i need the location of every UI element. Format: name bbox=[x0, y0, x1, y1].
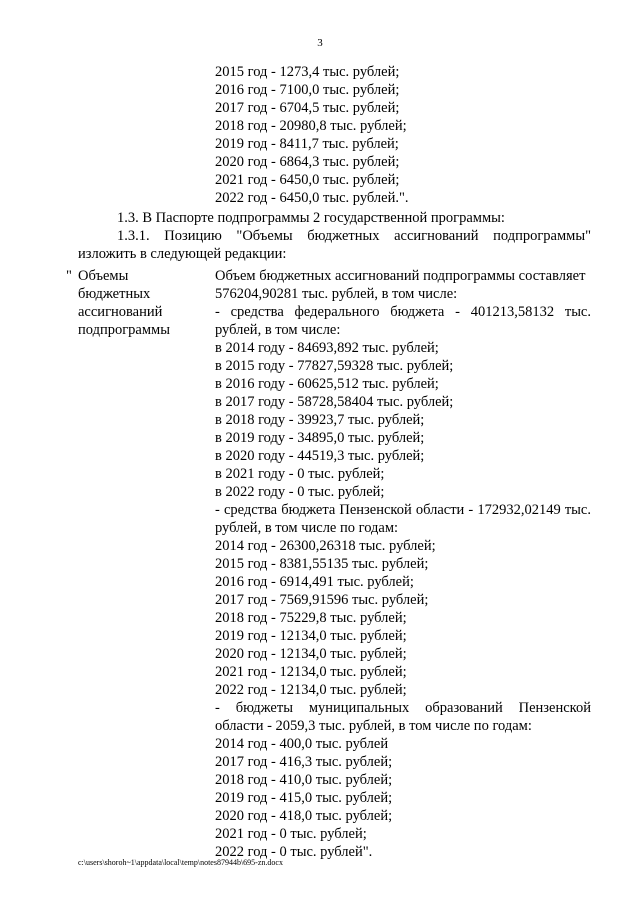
value-line: 2019 год - 12134,0 тыс. рублей; bbox=[215, 628, 407, 644]
value-line: - средства бюджета Пензенской области - 172932,02149 тыс. bbox=[215, 502, 591, 518]
value-line: рублей, в том числе: bbox=[215, 322, 341, 338]
list-item: 2022 год - 6450,0 тыс. рублей.". bbox=[215, 190, 409, 206]
value-line: 2014 год - 400,0 тыс. рублей bbox=[215, 736, 389, 752]
footer-file-path: c:\users\shoroh~1\appdata\local\temp\notes87944b\695-zn.docx bbox=[78, 858, 283, 867]
value-line: 2022 год - 0 тыс. рублей". bbox=[215, 844, 373, 860]
value-line: в 2022 году - 0 тыс. рублей; bbox=[215, 484, 385, 500]
value-line: 2019 год - 415,0 тыс. рублей; bbox=[215, 790, 393, 806]
value-line: в 2014 году - 84693,892 тыс. рублей; bbox=[215, 340, 439, 356]
list-item: 2017 год - 6704,5 тыс. рублей; bbox=[215, 100, 400, 116]
value-line: 576204,90281 тыс. рублей, в том числе: bbox=[215, 286, 458, 302]
value-line: 2020 год - 12134,0 тыс. рублей; bbox=[215, 646, 407, 662]
value-line: 2017 год - 416,3 тыс. рублей; bbox=[215, 754, 393, 770]
value-line: Объем бюджетных ассигнований подпрограммы составляет bbox=[215, 268, 586, 284]
value-line: 2020 год - 418,0 тыс. рублей; bbox=[215, 808, 393, 824]
value-line: 2014 год - 26300,26318 тыс. рублей; bbox=[215, 538, 436, 554]
value-line: в 2017 году - 58728,58404 тыс. рублей; bbox=[215, 394, 454, 410]
value-line: 2021 год - 0 тыс. рублей; bbox=[215, 826, 367, 842]
subsection-line: 1.3.1. Позицию "Объемы бюджетных ассигнований подпрограммы" bbox=[117, 228, 591, 244]
value-line: области - 2059,3 тыс. рублей, в том числе по годам: bbox=[215, 718, 532, 734]
value-line: - средства федерального бюджета - 401213,58132 тыс. bbox=[215, 304, 591, 320]
subsection-line: изложить в следующей редакции: bbox=[78, 246, 287, 262]
list-item: 2020 год - 6864,3 тыс. рублей; bbox=[215, 154, 400, 170]
value-line: в 2018 году - 39923,7 тыс. рублей; bbox=[215, 412, 425, 428]
list-item: 2015 год - 1273,4 тыс. рублей; bbox=[215, 64, 400, 80]
opening-quote: " bbox=[66, 268, 72, 284]
value-line: рублей, в том числе по годам: bbox=[215, 520, 399, 536]
value-line: в 2015 году - 77827,59328 тыс. рублей; bbox=[215, 358, 454, 374]
list-item: 2018 год - 20980,8 тыс. рублей; bbox=[215, 118, 407, 134]
page-number: 3 bbox=[317, 37, 323, 49]
value-line: в 2020 году - 44519,3 тыс. рублей; bbox=[215, 448, 425, 464]
section-heading: 1.3. В Паспорте подпрограммы 2 государственной программы: bbox=[117, 210, 505, 226]
value-line: 2018 год - 75229,8 тыс. рублей; bbox=[215, 610, 407, 626]
value-line: в 2021 году - 0 тыс. рублей; bbox=[215, 466, 385, 482]
value-line: 2016 год - 6914,491 тыс. рублей; bbox=[215, 574, 414, 590]
value-line: 2015 год - 8381,55135 тыс. рублей; bbox=[215, 556, 429, 572]
value-line: 2017 год - 7569,91596 тыс. рублей; bbox=[215, 592, 429, 608]
value-line: 2022 год - 12134,0 тыс. рублей; bbox=[215, 682, 407, 698]
value-line: 2021 год - 12134,0 тыс. рублей; bbox=[215, 664, 407, 680]
value-line: - бюджеты муниципальных образований Пензенской bbox=[215, 700, 591, 716]
list-item: 2021 год - 6450,0 тыс. рублей; bbox=[215, 172, 400, 188]
list-item: 2019 год - 8411,7 тыс. рублей; bbox=[215, 136, 399, 152]
value-line: в 2019 году - 34895,0 тыс. рублей; bbox=[215, 430, 425, 446]
value-line: в 2016 году - 60625,512 тыс. рублей; bbox=[215, 376, 439, 392]
list-item: 2016 год - 7100,0 тыс. рублей; bbox=[215, 82, 400, 98]
value-line: 2018 год - 410,0 тыс. рублей; bbox=[215, 772, 393, 788]
